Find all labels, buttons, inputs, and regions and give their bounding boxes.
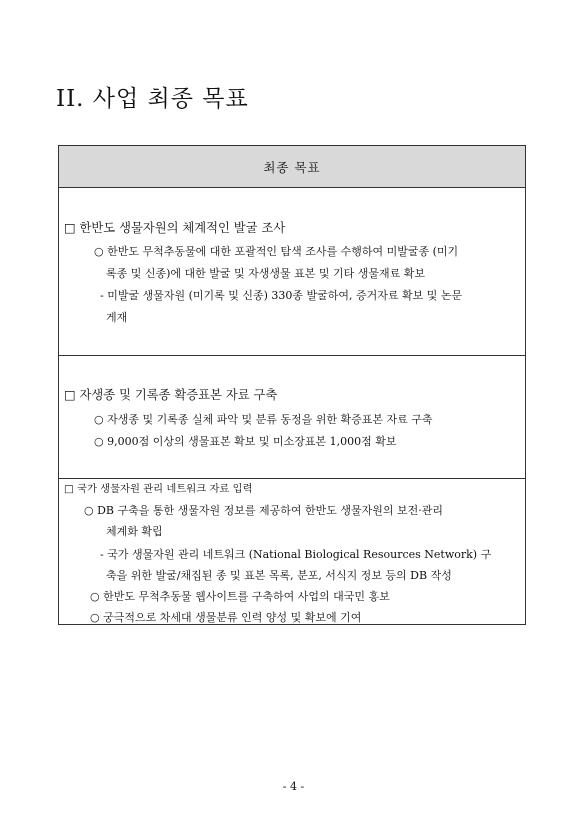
bullet-line: ○ 자생종 및 기록종 실체 파악 및 분류 동정을 위한 확증표본 자료 구축 <box>94 413 433 426</box>
bullet-line: 체계화 확립 <box>106 525 163 538</box>
bullet-line: ○ 한반도 무척추동물 웹사이트를 구축하여 사업의 대국민 홍보 <box>90 590 390 603</box>
bullet-line: 게재 <box>106 311 128 324</box>
section-voucher-specimens <box>59 356 525 479</box>
bullet-line: - 국가 생물자원 관리 네트워크 (National Biological Resources Network) 구 <box>100 548 492 561</box>
bullet-line: 록종 및 신종)에 대한 발굴 및 자생생물 표본 및 기타 생물재료 확보 <box>106 267 426 280</box>
section-title: □ 자생종 및 기록종 확증표본 자료 구축 <box>64 388 278 402</box>
section-heading: II. 사업 최종 목표 <box>56 86 249 112</box>
section-title: □ 국가 생물자원 관리 네트워크 자료 입력 <box>64 483 253 495</box>
table-header: 최종 목표 <box>59 146 525 188</box>
bullet-line: 축을 위한 발굴/채집된 종 및 표본 목록, 분포, 서식지 정보 등의 DB 작성 <box>106 569 452 582</box>
section-title: □ 한반도 생물자원의 체계적인 발굴 조사 <box>64 221 286 235</box>
bullet-line: ○ 9,000점 이상의 생물표본 확보 및 미소장표본 1,000점 확보 <box>94 435 397 448</box>
page-number: - 4 - <box>282 780 305 793</box>
final-goal-table <box>58 145 526 625</box>
section-network-data <box>59 479 525 624</box>
section-biological-survey <box>59 188 525 356</box>
bullet-line: ○ 궁극적으로 차세대 생물분류 인력 양성 및 확보에 기여 <box>90 611 362 624</box>
bullet-line: ○ DB 구축을 통한 생물자원 정보를 제공하여 한반도 생물자원의 보전·관리 <box>84 504 443 517</box>
bullet-line: - 미발굴 생물자원 (미기록 및 신종) 330종 발굴하여, 증거자료 확보 및 논문 <box>100 289 463 302</box>
bullet-line: ○ 한반도 무척추동물에 대한 포괄적인 탐색 조사를 수행하여 미발굴종 (미기 <box>94 245 459 258</box>
